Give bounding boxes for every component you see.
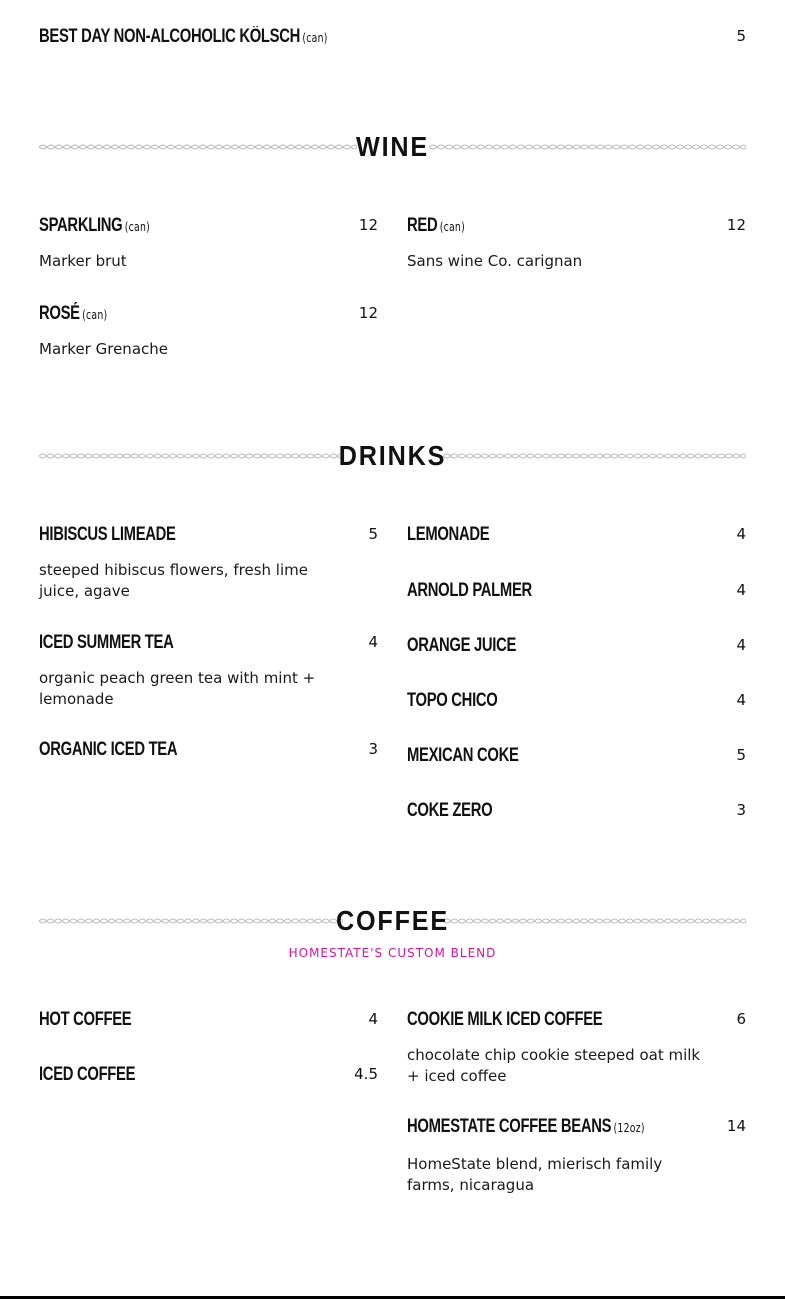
item-name: BEST DAY NON-ALCOHOLIC KÖLSCH (can) [39, 26, 328, 47]
menu-item-organic-iced-tea [39, 737, 378, 767]
section-title: WINE [355, 131, 429, 162]
item-price: 14 [726, 1117, 746, 1135]
item-name: ROSÉ (can) [39, 303, 108, 324]
item-name: ARNOLD PALMER [407, 580, 532, 601]
item-price: 12 [358, 304, 378, 322]
menu-item-rose [39, 301, 378, 361]
item-name: HOT COFFEE [39, 1009, 132, 1030]
item-size-note: (can) [82, 308, 108, 322]
item-description: Marker brut [39, 252, 127, 270]
menu-item-lemonade [407, 522, 746, 552]
item-name: TOPO CHICO [407, 690, 498, 711]
item-description: steeped hibiscus flowers, fresh lime juice, agave [39, 561, 308, 600]
item-name: LEMONADE [407, 524, 490, 545]
section-header-drinks [39, 436, 746, 476]
section-header-coffee [39, 901, 746, 941]
item-name: ORANGE JUICE [407, 635, 517, 656]
item-name: RED (can) [407, 215, 465, 236]
item-price: 4 [736, 691, 746, 709]
menu-item-iced-summer-tea [39, 630, 378, 710]
section-title: COFFEE [335, 905, 450, 936]
menu-item-sparkling [39, 213, 378, 273]
item-price: 5 [368, 525, 378, 543]
menu-item-hibiscus-limeade [39, 522, 378, 602]
item-description: HomeState blend, mierisch family farms, nicaragua [407, 1155, 663, 1194]
item-description: organic peach green tea with mint + lemonade [39, 669, 316, 708]
item-price: 4 [368, 633, 378, 651]
item-size-note: (12oz) [613, 1121, 645, 1135]
menu-item-orange-juice [407, 633, 746, 663]
section-header-wine [39, 127, 746, 167]
item-price: 6 [736, 1010, 746, 1028]
item-price: 4 [368, 1010, 378, 1028]
menu-item-cookie-milk-iced-coffee [407, 1007, 746, 1087]
menu-item-coke-zero [407, 798, 746, 828]
item-name: COKE ZERO [407, 800, 493, 821]
menu-item-iced-coffee [39, 1062, 378, 1092]
item-name: ICED COFFEE [39, 1064, 136, 1085]
menu-item-red [407, 213, 746, 273]
menu-item-hot-coffee [39, 1007, 378, 1037]
item-price: 4 [736, 581, 746, 599]
item-name: ORGANIC ICED TEA [39, 739, 178, 760]
item-price: 3 [736, 801, 746, 819]
item-size-note: (can) [439, 220, 465, 234]
menu-item-homestate-coffee-beans [407, 1114, 746, 1194]
item-price: 3 [368, 740, 378, 758]
item-size-note: (can) [302, 31, 328, 45]
item-price: 4 [736, 636, 746, 654]
menu-item-mexican-coke [407, 743, 746, 773]
item-size-note: (can) [124, 220, 151, 234]
item-description: Sans wine Co. carignan [407, 252, 583, 270]
item-name: HOMESTATE COFFEE BEANS (12oz) [407, 1116, 645, 1137]
item-price: 4 [736, 525, 746, 543]
menu-item-arnold-palmer [407, 578, 746, 608]
menu-item-best-day-kolsch [39, 24, 746, 54]
item-price: 12 [726, 216, 746, 234]
menu-item-topo-chico [407, 688, 746, 718]
item-name: SPARKLING (can) [39, 215, 151, 236]
item-name: COOKIE MILK ICED COFFEE [407, 1009, 603, 1030]
item-price: 12 [358, 216, 378, 234]
item-name: HIBISCUS LIMEADE [39, 524, 176, 545]
section-title: DRINKS [338, 440, 447, 471]
item-name: MEXICAN COKE [407, 745, 519, 766]
item-description: Marker Grenache [39, 340, 168, 358]
item-price: 5 [736, 746, 746, 764]
item-price: 5 [736, 27, 746, 45]
item-price: 4.5 [354, 1065, 378, 1083]
item-name: ICED SUMMER TEA [39, 632, 174, 653]
section-subtitle: HOMESTATE'S CUSTOM BLEND [288, 946, 497, 960]
item-description: chocolate chip cookie steeped oat milk + iced coffee [407, 1046, 701, 1085]
